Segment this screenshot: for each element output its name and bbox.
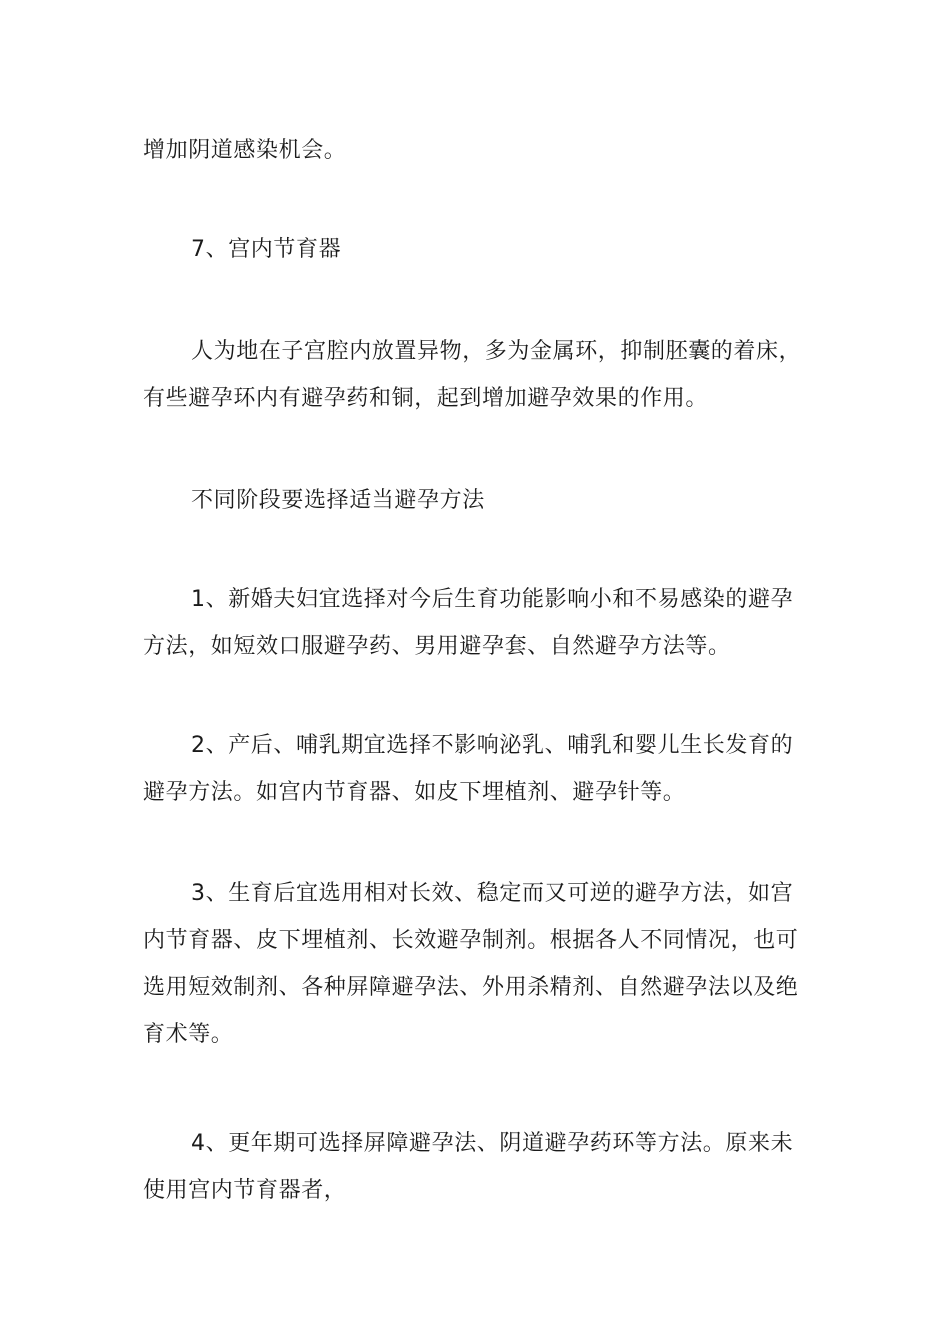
- section-heading-stages: 不同阶段要选择适当避孕方法: [191, 488, 485, 513]
- paragraph-continuation: 增加阴道感染机会。: [143, 138, 347, 163]
- paragraph-item-2: 2、产后、哺乳期宜选择不影响泌乳、哺乳和婴儿生长发育的避孕方法。如宫内节育器、如皮下埋植剂、避孕针等。: [143, 733, 794, 805]
- paragraph-item-3: 3、生育后宜选用相对长效、稳定而又可逆的避孕方法，如宫内节育器、皮下埋植剂、长效避孕制剂。根据各人不同情况，也可选用短效制剂、各种屏障避孕法、外用杀精剂、自然避孕法以及绝育术等。: [143, 881, 799, 1047]
- paragraph-item-1: 1、新婚夫妇宜选择对今后生育功能影响小和不易感染的避孕方法，如短效口服避孕药、男用避孕套、自然避孕方法等。: [143, 587, 794, 659]
- section-heading-iud: 7、宫内节育器: [191, 237, 342, 262]
- paragraph-item-4: 4、更年期可选择屏障避孕法、阴道避孕药环等方法。原来未使用宫内节育器者，: [143, 1131, 794, 1203]
- paragraph-iud-description: 人为地在子宫腔内放置异物，多为金属环，抑制胚囊的着床，有些避孕环内有避孕药和铜，起到增加避孕效果的作用。: [143, 339, 802, 411]
